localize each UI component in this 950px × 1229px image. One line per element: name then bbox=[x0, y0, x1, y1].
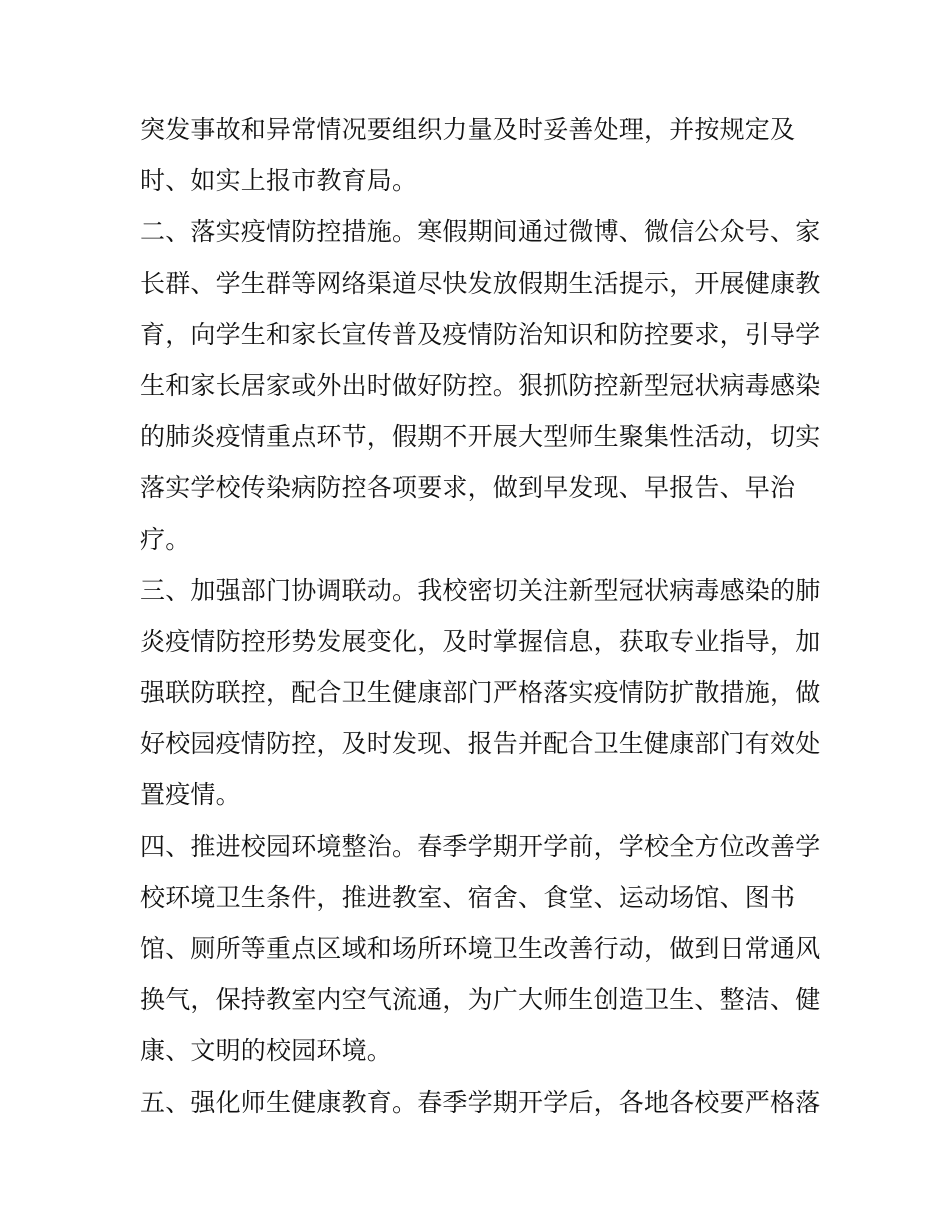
text-line: 好校园疫情防控，及时发现、报告并配合卫生健康部门有效处 bbox=[140, 729, 821, 759]
text-line: 时、如实上报市教育局。 bbox=[140, 166, 418, 196]
text-line: 四、推进校园环境整治。春季学期开学前，学校全方位改善学 bbox=[140, 831, 821, 861]
text-line: 生和家长居家或外出时做好防控。狠抓防控新型冠状病毒感染 bbox=[140, 370, 821, 400]
text-line: 康、文明的校园环境。 bbox=[140, 1036, 393, 1066]
text-line: 育，向学生和家长宣传普及疫情防治知识和防控要求，引导学 bbox=[140, 319, 821, 349]
text-line: 校环境卫生条件，推进教室、宿舍、食堂、运动场馆、图书 bbox=[140, 882, 796, 912]
text-line: 五、强化师生健康教育。春季学期开学后，各地各校要严格落 bbox=[140, 1087, 821, 1117]
text-line: 炎疫情防控形势发展变化，及时掌握信息，获取专业指导，加 bbox=[140, 626, 821, 656]
text-line: 二、落实疫情防控措施。寒假期间通过微博、微信公众号、家 bbox=[140, 217, 821, 247]
text-line: 置疫情。 bbox=[140, 780, 241, 810]
text-line: 强联防联控，配合卫生健康部门严格落实疫情防扩散措施，做 bbox=[140, 678, 821, 708]
text-line: 馆、厕所等重点区域和场所环境卫生改善行动，做到日常通风 bbox=[140, 934, 821, 963]
document-body-text bbox=[140, 104, 830, 1128]
text-line: 三、加强部门协调联动。我校密切关注新型冠状病毒感染的肺 bbox=[140, 575, 821, 605]
text-line: 长群、学生群等网络渠道尽快发放假期生活提示，开展健康教 bbox=[140, 268, 821, 298]
text-line: 换气，保持教室内空气流通，为广大师生创造卫生、整洁、健 bbox=[140, 985, 821, 1015]
text-line: 疗。 bbox=[140, 524, 191, 554]
text-line: 落实学校传染病防控各项要求，做到早发现、早报告、早治 bbox=[140, 473, 796, 503]
text-line: 突发事故和异常情况要组织力量及时妥善处理，并按规定及 bbox=[140, 115, 796, 144]
text-line: 的肺炎疫情重点环节，假期不开展大型师生聚集性活动，切实 bbox=[140, 422, 821, 452]
